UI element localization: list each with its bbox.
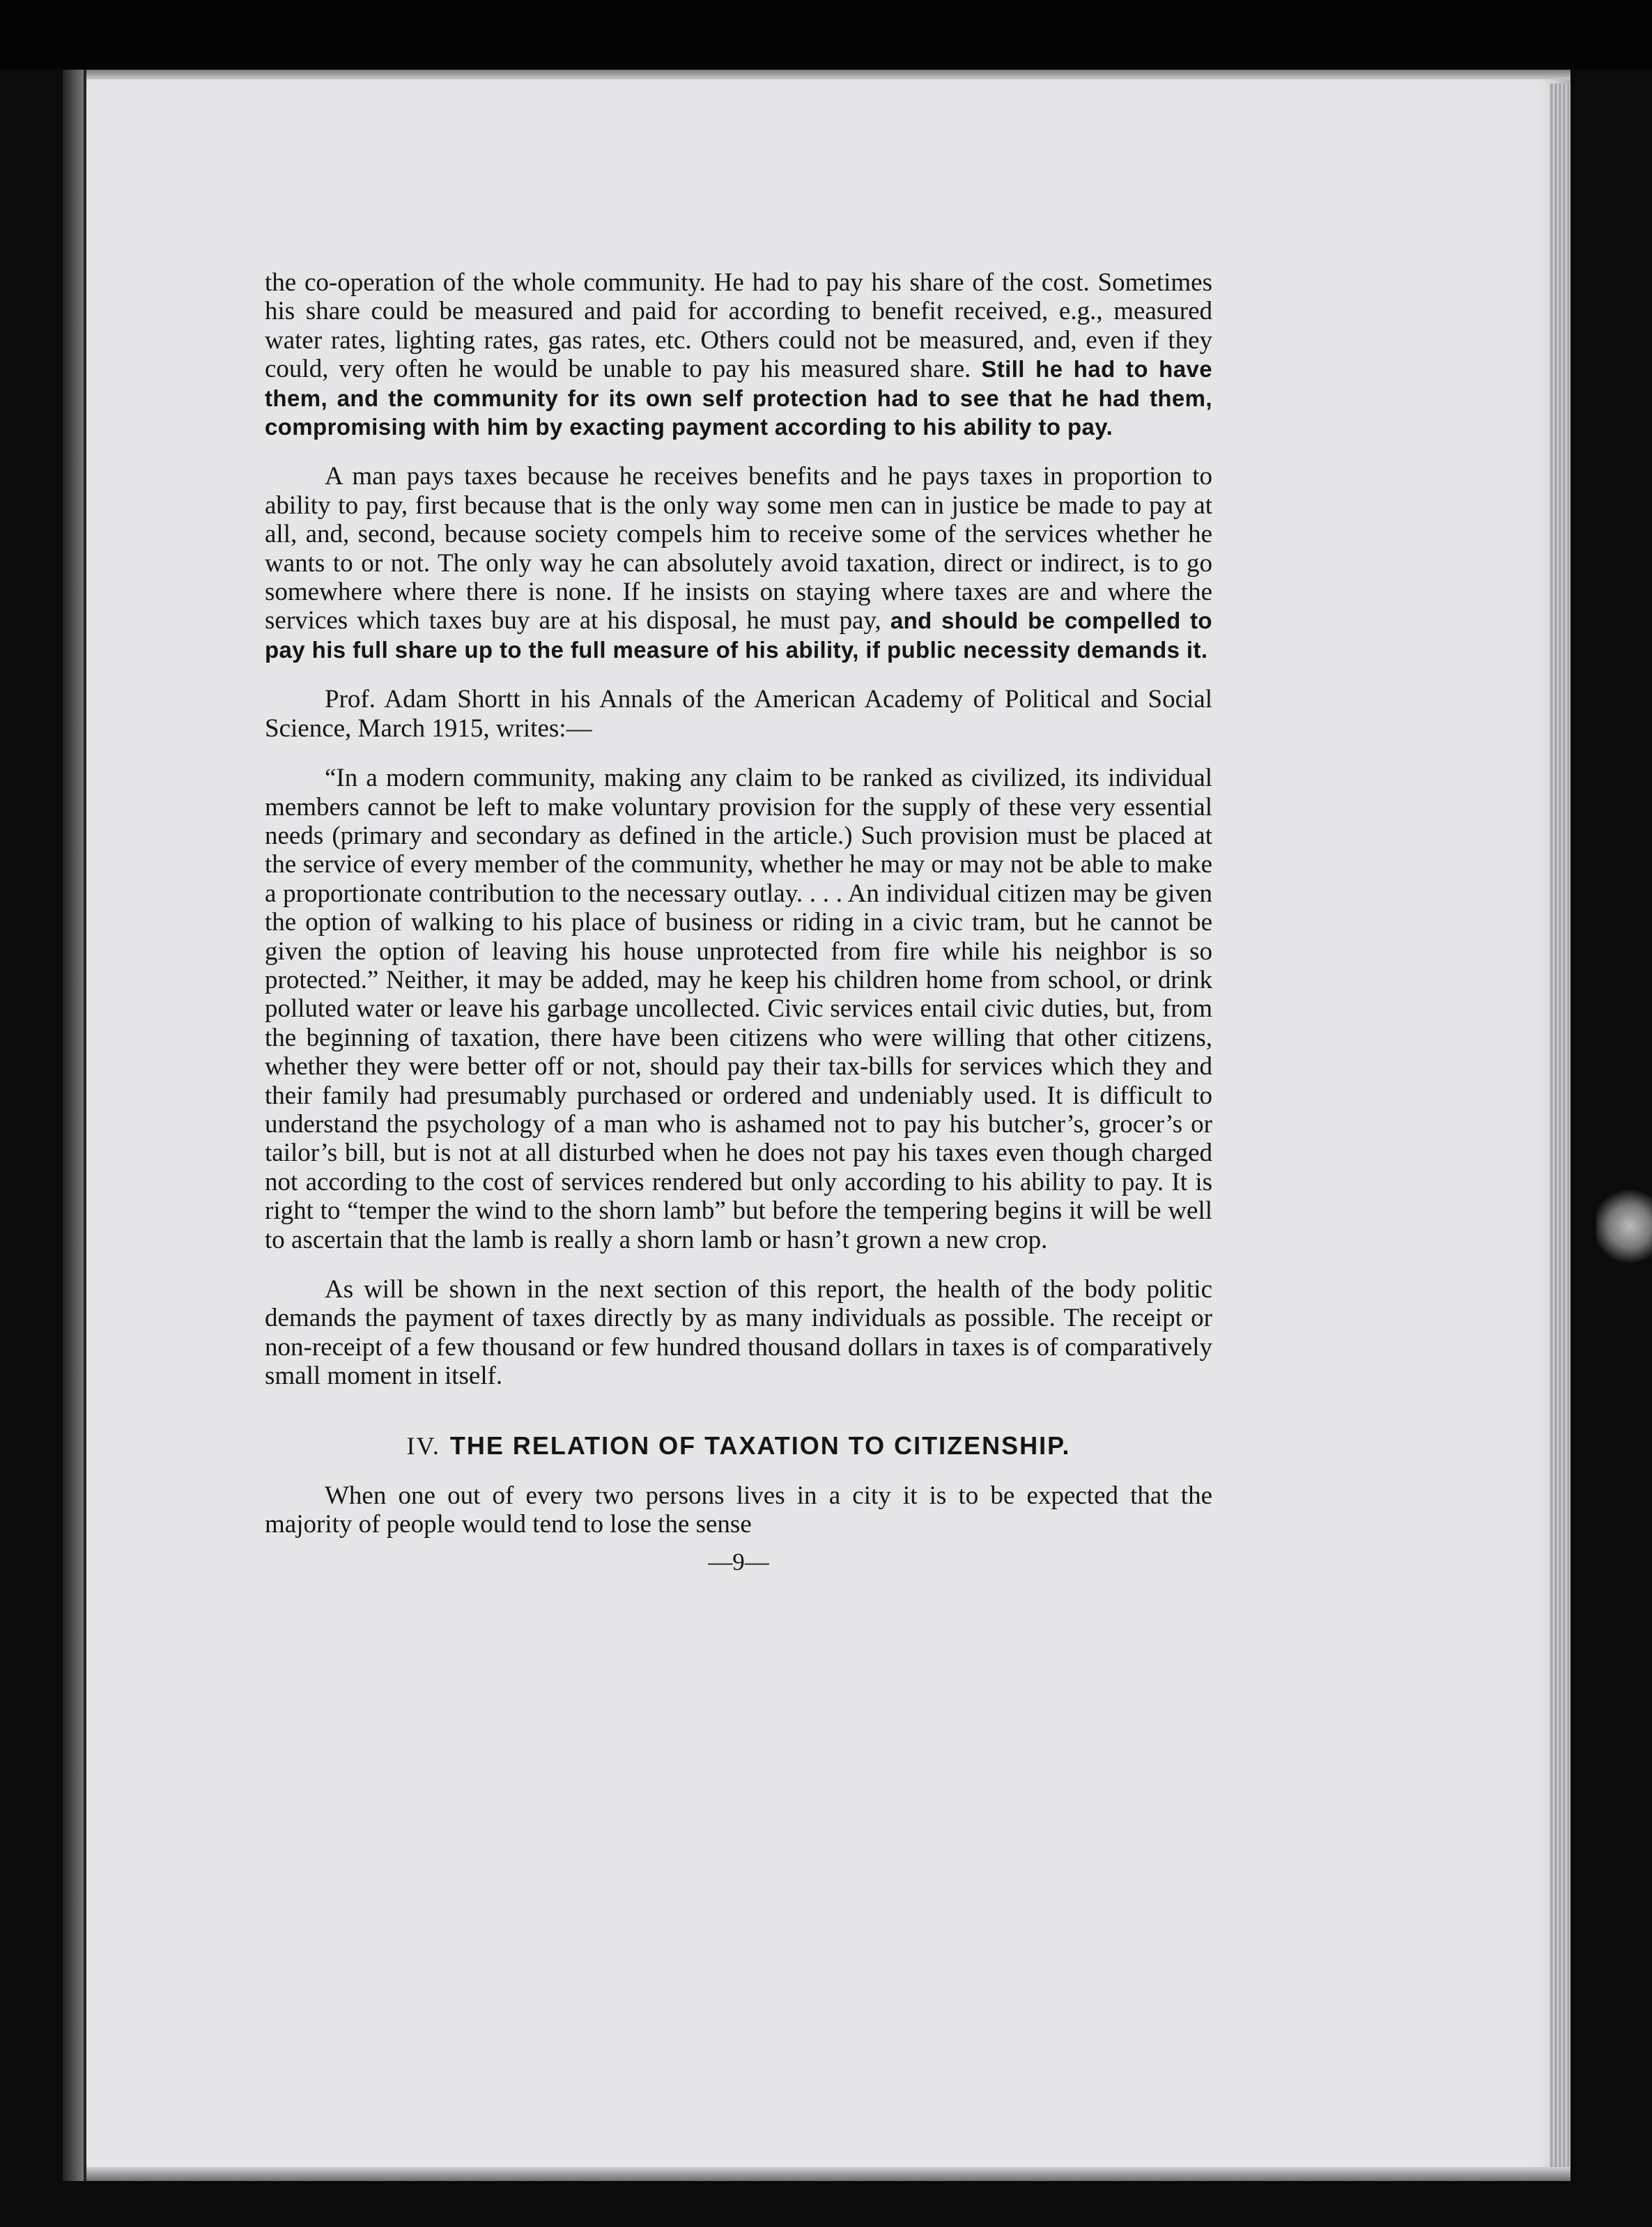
emphasis-text: and should be compelled to pay his full share up to the full measure of his ability, if public necessity demands it. <box>265 608 1212 663</box>
scan-background <box>0 0 1652 70</box>
section-heading <box>265 1431 1212 1461</box>
paragraph-6: When one out of every two persons lives in a city it is to be expected that the majority of people would tend to lose the sense <box>265 1481 1212 1539</box>
emphasis-text: Still he had to have them, and the community for its own self protection had to see that he had them, compromising with him by exacting payment according to his ability to pay. <box>265 356 1212 440</box>
paragraph-5: As will be shown in the next section of this report, the health of the body politic demands the payment of taxes directly by as many individuals as possible. The receipt or non-receipt of a few thousand or few hundred thousand dollars in taxes is of comparatively small moment in itself. <box>265 1275 1212 1391</box>
paragraph-1: the co-operation of the whole community. He had to pay his share of the cost. Sometimes his share could be measured and paid for according to benefit received, e.g., measured water rates, lighting rates, gas rates, etc. Others could not be measured, and, even if they could, very often he would be unable to pay his measured share. Still he had to have them, and the community for its own self protection had to see that he had them, compromising with him by exacting payment according to his ability to pay. <box>265 268 1212 440</box>
body-text <box>265 268 1212 1576</box>
section-number: IV. <box>406 1431 440 1460</box>
page-bottom-edge <box>86 2167 1570 2181</box>
paragraph-2: A man pays taxes because he receives benefits and he pays taxes in proportion to ability to pay, first because that is the only way some men can in justice be made to pay at all, and, second, because society compels him to receive some of the services whether he wants to or not. The only way he can absolutely avoid taxation, direct or indirect, is to go somewhere where there is none. If he insists on staying where taxes are and where the services which taxes buy are at his disposal, he must pay, and should be compelled to pay his full share up to the full measure of his ability, if public necessity demands it. <box>265 462 1212 663</box>
section-title: THE RELATION OF TAXATION TO CITIZENSHIP. <box>449 1431 1071 1460</box>
paragraph-4: “In a modern community, making any claim to be ranked as civilized, its individual members cannot be left to make voluntary provision for the supply of these very essential needs (primary and secondary as defined in the article.) Such provision must be placed at the service of every member of the community, whether he may or may not be able to make a proportionate contribution to the necessary outlay. . . . An individual citizen may be given the option of walking to his place of business or riding in a civic tram, but he cannot be given the option of leaving his house unprotected from fire while his neighbor is so protected.” Neither, it may be added, may he keep his children home from school, or drink polluted water or leave his garbage uncollected. Civic services entail civic duties, but, from the beginning of taxation, there have been citizens who were willing that other citizens, whether they were better off or not, should pay their tax-bills for services which they and their family had presumably purchased or ordered and undeniably used. It is difficult to understand the psychology of a man who is ashamed not to pay his butcher’s, grocer’s or tailor’s bill, but is not at all disturbed when he does not pay his taxes even though charged not according to the cost of services rendered but only according to his ability to pay. It is right to “temper the wind to the shorn lamb” but before the tempering begins it will be well to ascertain that the lamb is really a shorn lamb or hasn’t grown a new crop. <box>265 764 1212 1254</box>
scan-artifact <box>1596 1185 1652 1268</box>
paragraph-3: Prof. Adam Shortt in his Annals of the American Academy of Political and Social Science, March 1915, writes:— <box>265 685 1212 743</box>
page-number: —9— <box>708 1548 769 1575</box>
page-right-edge <box>1550 84 1570 2174</box>
page-top-edge <box>86 70 1570 79</box>
book-binding <box>63 70 84 2181</box>
